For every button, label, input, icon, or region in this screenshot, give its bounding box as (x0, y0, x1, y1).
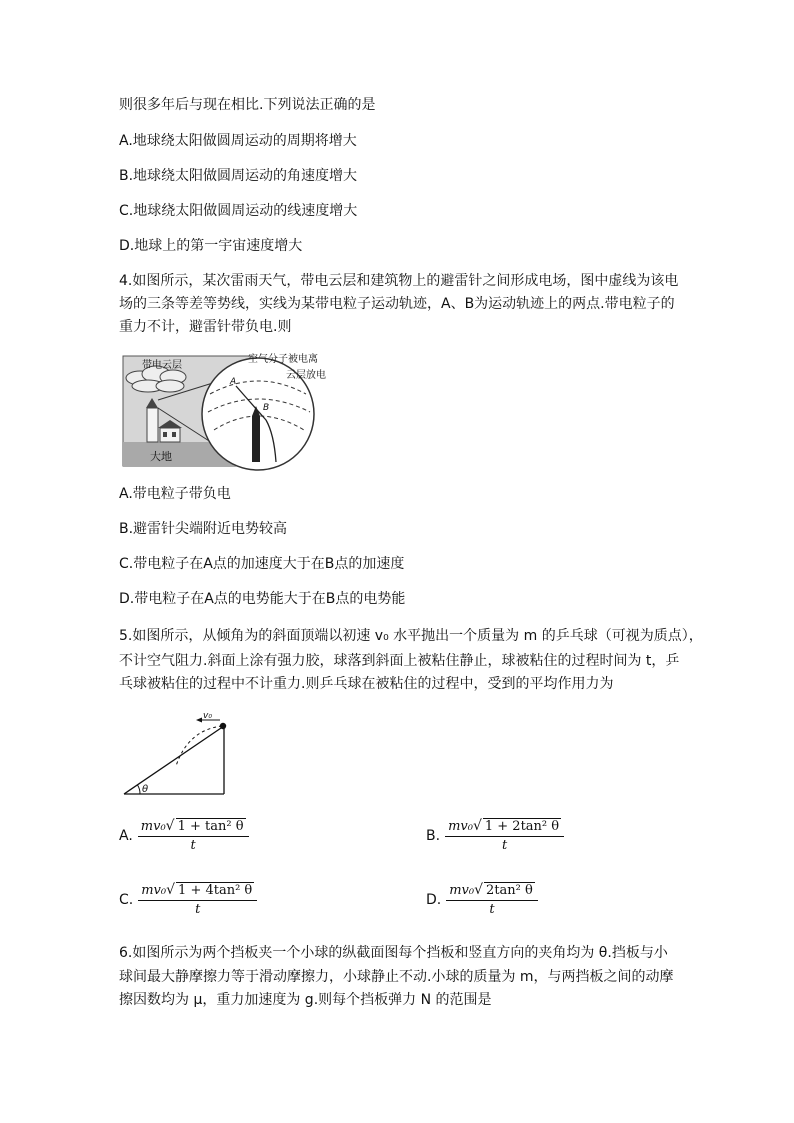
numerator-prefix: mv₀ (449, 883, 475, 898)
q4-lightning-figure (118, 350, 340, 472)
q4-option-b: B.避雷针尖端附近电势较高 (119, 521, 288, 537)
q5-option-a: A. $\frac{\text{mv₀√ 1 + tan² θ}}{t}$ (119, 818, 249, 853)
denominator: t (501, 838, 508, 853)
cloud-label: 带电云层 (142, 360, 182, 371)
q5-stem-line2: 不计空气阻力.斜面上涂有强力胶，球落到斜面上被粘住静止，球被粘住的过程时间为 t，乒 (119, 653, 680, 669)
numerator-prefix: mv₀ (448, 819, 473, 834)
numerator-prefix: mv₀ (141, 883, 167, 898)
numerator-prefix: mv₀ (140, 819, 166, 834)
ionize-label: 空气分子被电离 (248, 354, 318, 365)
q6-stem-line2: 球间最大静摩擦力等于滑动摩擦力，小球静止不动.小球的质量为 m，与两挡板之间的动摩 (119, 969, 674, 985)
option-letter: A. (119, 827, 133, 844)
q5-incline-figure (118, 712, 230, 798)
q3-stem-tail: 则很多年后与现在相比.下列说法正确的是 (119, 97, 376, 113)
option-letter: D. (426, 891, 442, 908)
q3-option-a: A.地球绕太阳做圆周运动的周期将增大 (119, 133, 357, 149)
q3-option-b: B.地球绕太阳做圆周运动的角速度增大 (119, 168, 358, 184)
point-b-label: B (263, 403, 270, 413)
q6-stem-line3: 擦因数均为 μ，重力加速度为 g.则每个挡板弹力 N 的范围是 (119, 992, 492, 1008)
q5-stem-line3: 乓球被粘住的过程中不计重力.则乒乓球在被粘住的过程中，受到的平均作用力为 (119, 676, 614, 692)
q5-option-c: C. $\frac{\text{mv₀√ 1 + 4tan² θ}}{t}$ (119, 882, 257, 917)
q4-stem-line1: 4.如图所示，某次雷雨天气，带电云层和建筑物上的避雷针之间形成电场，图中虚线为该电 (119, 273, 679, 289)
q3-option-d: D.地球上的第一宇宙速度增大 (119, 238, 303, 254)
q3-option-c: C.地球绕太阳做圆周运动的线速度增大 (119, 203, 358, 219)
radicand: 1 + 2tan² θ (484, 819, 560, 834)
q5-option-d: D. $\frac{\text{mv₀√ 2tan² θ}}{t}$ (426, 882, 538, 917)
radicand: 1 + tan² θ (177, 819, 244, 834)
v0-label: v₀ (203, 712, 212, 721)
q5-option-b: B. $\frac{\text{mv₀√ 1 + 2tan² θ}}{t}$ (426, 818, 564, 853)
option-letter: B. (426, 827, 441, 844)
ground-label: 大地 (150, 450, 172, 463)
discharge-label: 云层放电 (286, 370, 326, 381)
denominator: t (489, 902, 495, 917)
radicand: 2tan² θ (486, 883, 533, 898)
q4-option-d: D.带电粒子在A点的电势能大于在B点的电势能 (119, 591, 406, 607)
denominator: t (190, 838, 196, 853)
option-letter: C. (119, 891, 134, 908)
q4-option-a: A.带电粒子带负电 (119, 486, 231, 502)
denominator: t (195, 902, 201, 917)
theta-label: θ (142, 784, 149, 795)
q5-stem-line1: 5.如图所示，从倾角为的斜面顶端以初速 v₀ 水平抛出一个质量为 m 的乒乓球（可视为质点）， (119, 628, 703, 644)
q6-stem-line1: 6.如图所示为两个挡板夹一个小球的纵截面图每个挡板和竖直方向的夹角均为 θ.挡板与小 (119, 945, 668, 961)
q4-stem-line3: 重力不计，避雷针带负电.则 (119, 319, 292, 335)
point-a-label: A (230, 377, 237, 387)
radicand: 1 + 4tan² θ (178, 883, 253, 898)
q4-option-c: C.带电粒子在A点的加速度大于在B点的加速度 (119, 556, 405, 572)
q4-stem-line2: 场的三条等差等势线，实线为某带电粒子运动轨迹，A、B为运动轨迹上的两点.带电粒子的 (119, 296, 675, 312)
